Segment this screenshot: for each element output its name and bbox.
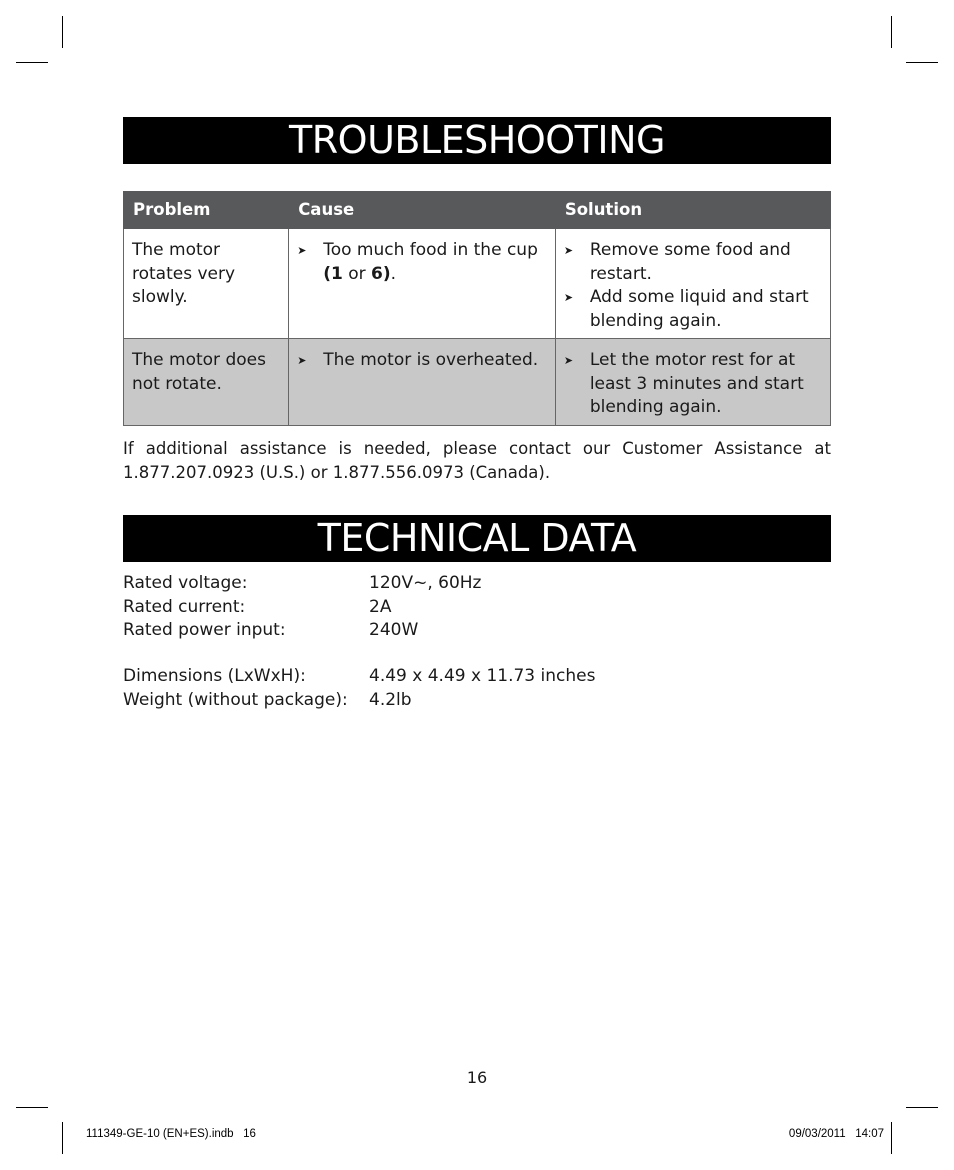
table-row [124,339,831,426]
spec-value: 4.49 x 4.49 x 11.73 inches [369,666,596,686]
crop-mark [62,16,63,48]
solution-cell [555,229,830,339]
problem-cell: The motor does not rotate. [124,339,289,426]
arrow-bullet-icon: ➤ [563,244,574,257]
table-row [124,229,831,339]
spec-label: Rated voltage: [123,573,248,593]
spec-label: Dimensions (LxWxH): [123,666,306,686]
solution-cell [555,339,830,426]
solution-text: Let the motor rest for at least 3 minutes and start blending again. [589,350,804,417]
crop-mark [62,1122,63,1154]
spec-row [123,689,831,713]
arrow-bullet-icon: ➤ [297,244,307,257]
arrow-bullet-icon: ➤ [563,354,574,367]
spec-row [123,665,831,689]
arrow-bullet-icon: ➤ [297,354,307,367]
spec-value: 4.2lb [369,689,412,710]
problem-cell: The motor rotates very slowly. [124,229,289,339]
spec-value: 240W [369,620,419,640]
cause-cell [289,229,556,339]
table-header-row [124,192,831,229]
spec-label: Weight (without package): [123,689,348,710]
solution-text: Remove some food and restart. [589,240,791,284]
arrow-bullet-icon: ➤ [563,291,574,304]
date-slug: 09/03/2011 14:07 [788,1128,884,1140]
file-slug: 111349-GE-10 (EN+ES).indb 16 [86,1128,256,1140]
header-solution: Solution [555,192,830,229]
spec-row [123,572,831,596]
spec-label: Rated power input: [123,620,286,640]
crop-mark [906,1107,938,1108]
crop-mark [16,1107,48,1108]
crop-mark [891,16,892,48]
cause-cell [289,339,556,426]
spec-row [123,596,831,620]
spec-label: Rated current: [123,596,246,617]
assistance-paragraph: If additional assistance is needed, please contact our Customer Assistance at 1.877.207.0923 (U.S.) or 1.877.556.0973 (Canada). [123,439,831,482]
solution-text: Add some liquid and start blending again. [589,287,809,331]
technical-data-title: TECHNICAL DATA [123,515,831,562]
spec-list-electrical [123,572,831,643]
header-problem: Problem [124,192,289,229]
header-cause: Cause [289,192,556,229]
cause-text: The motor is overheated. [323,350,539,370]
crop-mark [16,62,48,63]
troubleshooting-table [123,191,831,426]
spec-value: 120V~, 60Hz [369,573,482,593]
page-number: 16 [466,1068,488,1087]
spec-row [123,619,831,643]
spec-list-physical [123,665,831,712]
cause-text: Too much food in the cup (1 or 6). [323,240,538,284]
spec-value: 2A [369,596,392,617]
crop-mark [891,1122,892,1154]
crop-mark [906,62,938,63]
troubleshooting-title: TROUBLESHOOTING [123,117,831,164]
